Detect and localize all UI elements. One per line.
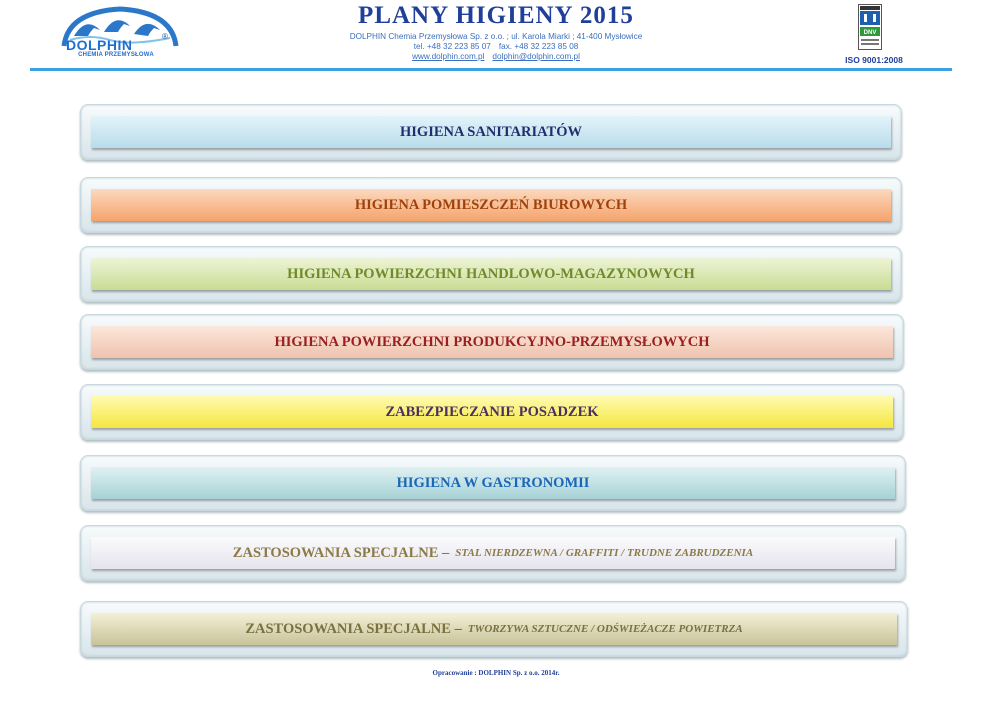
menu-button-label: HIGIENA SANITARIATÓW [400,123,582,140]
footer-note: Opracowanie : DOLPHIN Sp. z o.o. 2014r. [432,669,560,677]
menu-row [80,455,906,511]
certification-badge-icon [858,4,882,50]
menu-button-label: HIGIENA POWIERZCHNI PRODUKCYJNO-PRZEMYSŁOWYCH [274,333,710,350]
menu-row [80,384,904,440]
registered-mark: ® [162,32,168,41]
email-link[interactable]: dolphin@dolphin.com.pl [492,52,580,61]
menu-button-6[interactable] [91,467,895,499]
menu-button-3[interactable] [91,258,891,290]
menu-button-1[interactable] [91,116,891,148]
logo-wordmark: DOLPHIN [66,37,133,53]
page-title: PLANY HIGIENY 2015 [358,2,634,29]
website-link[interactable]: www.dolphin.com.pl [412,52,485,61]
menu-button-label: HIGIENA W GASTRONOMII [396,474,590,491]
menu-row [80,177,902,233]
menu-button-4[interactable] [91,326,893,358]
company-phone: tel. +48 32 223 85 07 [413,42,491,51]
menu-row [80,601,908,657]
menu-row [80,104,902,160]
menu-row [80,246,902,302]
menu-button-label: ZASTOSOWANIA SPECJALNE – [232,544,450,561]
menu-button-label: HIGIENA POWIERZCHNI HANDLOWO-MAGAZYNOWYCH [287,265,695,282]
menu-button-label: ZASTOSOWANIA SPECJALNE – [245,620,462,637]
menu-button-7[interactable] [91,537,895,569]
menu-button-sublabel: TWORZYWA SZTUCZNE / ODŚWIEŻACZE POWIETRZA [467,623,743,635]
company-fax: fax. +48 32 223 85 08 [498,42,579,51]
menu-button-label: ZABEZPIECZANIE POSADZEK [385,403,599,420]
menu-button-sublabel: STAL NIERDZEWNA / GRAFFITI / TRUDNE ZABRUDZENIA [455,547,754,559]
menu-row [80,525,906,581]
menu-button-5[interactable] [91,396,893,428]
menu-button-2[interactable] [91,189,891,221]
menu-button-label: HIGIENA POMIESZCZEŃ BIUROWYCH [354,196,628,213]
company-address: DOLPHIN Chemia Przemysłowa Sp. z o.o. ; ul. Karola Miarki ; 41-400 Mysłowice [349,32,643,41]
dnv-label: DNV [863,30,877,36]
menu-button-8[interactable] [91,613,897,645]
header-divider [30,68,952,71]
logo-subtitle: CHEMIA PRZEMYSŁOWA [78,52,154,58]
menu-row [80,314,904,370]
iso-certification: ISO 9001:2008 [845,55,903,65]
